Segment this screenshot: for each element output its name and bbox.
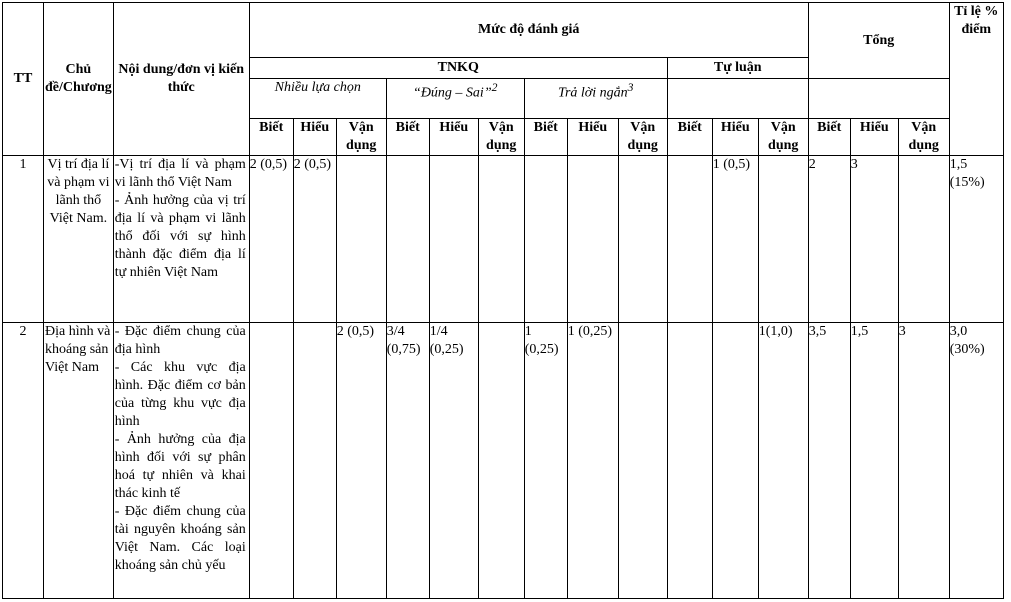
header-multiple-choice: Nhiều lựa chọn	[249, 79, 386, 119]
level-know: Biết	[524, 119, 567, 156]
cell-short-understand	[567, 156, 618, 323]
level-apply: Vận dụng	[898, 119, 949, 156]
header-essay-blank	[667, 79, 808, 119]
header-total: Tổng	[808, 3, 949, 79]
level-apply: Vận dụng	[758, 119, 808, 156]
cell-total-apply: 3	[898, 323, 949, 599]
cell-total-know: 3,5	[808, 323, 850, 599]
cell-short-know: 1 (0,25)	[524, 323, 567, 599]
row-content	[113, 156, 249, 323]
content-item: - Đặc điểm chung của địa hình	[114, 324, 246, 357]
header-content: Nội dung/đơn vị kiến thức	[113, 3, 249, 156]
content-item: - Các khu vực địa hình. Đặc điểm cơ bản của từng khu vực địa hình	[114, 360, 246, 429]
level-know: Biết	[808, 119, 850, 156]
level-understand: Hiểu	[293, 119, 336, 156]
cell-tf-understand	[429, 156, 478, 323]
short-answer-label: Trả lời ngắn	[557, 85, 628, 101]
assessment-matrix-table	[2, 2, 1004, 599]
header-essay: Tự luận	[667, 58, 808, 79]
content-item: -Vị trí địa lí và phạm vi lãnh thổ Việt Nam	[114, 157, 246, 190]
cell-total-understand: 3	[850, 156, 898, 323]
cell-tf-understand: 1/4 (0,25)	[429, 323, 478, 599]
level-know: Biết	[386, 119, 429, 156]
content-item: - Ảnh hưởng của địa hình đối với sự phân hoá tự nhiên và khai thác kinh tế	[114, 432, 246, 501]
cell-total-know: 2	[808, 156, 850, 323]
content-item: - Ảnh hưởng của vị trí địa lí và phạm vi lãnh thổ đối với sự hình thành đặc điểm địa lí tự nhiên Việt Nam	[114, 193, 246, 280]
cell-short-understand: 1 (0,25)	[567, 323, 618, 599]
level-understand: Hiểu	[712, 119, 758, 156]
short-answer-footnote: 3	[627, 81, 634, 94]
cell-tf-apply	[478, 156, 524, 323]
level-understand: Hiểu	[429, 119, 478, 156]
level-apply: Vận dụng	[618, 119, 667, 156]
cell-essay-apply: 1(1,0)	[758, 323, 808, 599]
header-topic: Chủ đề/Chương	[44, 3, 114, 156]
header-true-false	[386, 79, 524, 119]
cell-mc-apply: 2 (0,5)	[336, 323, 386, 599]
cell-total-apply	[898, 156, 949, 323]
row-ratio: 1,5 (15%)	[949, 156, 1003, 323]
row-number: 2	[3, 323, 44, 599]
table-row	[3, 156, 1004, 323]
row-topic: Vị trí địa lí và phạm vi lãnh thổ Việt Nam.	[44, 156, 114, 323]
cell-mc-know	[249, 323, 293, 599]
header-short-answer	[524, 79, 667, 119]
cell-essay-apply	[758, 156, 808, 323]
header-ratio: Tỉ lệ % điểm	[949, 3, 1003, 156]
cell-total-understand: 1,5	[850, 323, 898, 599]
level-apply: Vận dụng	[478, 119, 524, 156]
cell-short-know	[524, 156, 567, 323]
cell-tf-know	[386, 156, 429, 323]
header-tt: TT	[3, 3, 44, 156]
cell-tf-apply	[478, 323, 524, 599]
cell-mc-apply	[336, 156, 386, 323]
true-false-label: “Đúng – Sai”	[413, 85, 492, 101]
level-understand: Hiểu	[567, 119, 618, 156]
level-understand: Hiểu	[850, 119, 898, 156]
cell-essay-understand	[712, 323, 758, 599]
header-total-blank	[808, 79, 949, 119]
content-item: - Đặc điểm chung của tài nguyên khoáng sản Việt Nam. Các loại khoáng sản chủ yếu	[114, 504, 246, 573]
cell-mc-understand	[293, 323, 336, 599]
cell-tf-know: 3/4 (0,75)	[386, 323, 429, 599]
cell-short-apply	[618, 323, 667, 599]
row-number: 1	[3, 156, 44, 323]
true-false-footnote: 2	[491, 81, 498, 94]
level-apply: Vận dụng	[336, 119, 386, 156]
level-know: Biết	[667, 119, 712, 156]
table-row	[3, 323, 1004, 599]
header-tnkq: TNKQ	[249, 58, 667, 79]
row-content	[113, 323, 249, 599]
cell-essay-know	[667, 323, 712, 599]
cell-essay-understand: 1 (0,5)	[712, 156, 758, 323]
cell-mc-understand: 2 (0,5)	[293, 156, 336, 323]
level-know: Biết	[249, 119, 293, 156]
row-topic: Địa hình và khoáng sản Việt Nam	[44, 323, 114, 599]
cell-mc-know: 2 (0,5)	[249, 156, 293, 323]
cell-essay-know	[667, 156, 712, 323]
cell-short-apply	[618, 156, 667, 323]
header-assessment-level: Mức độ đánh giá	[249, 3, 808, 58]
row-ratio: 3,0 (30%)	[949, 323, 1003, 599]
